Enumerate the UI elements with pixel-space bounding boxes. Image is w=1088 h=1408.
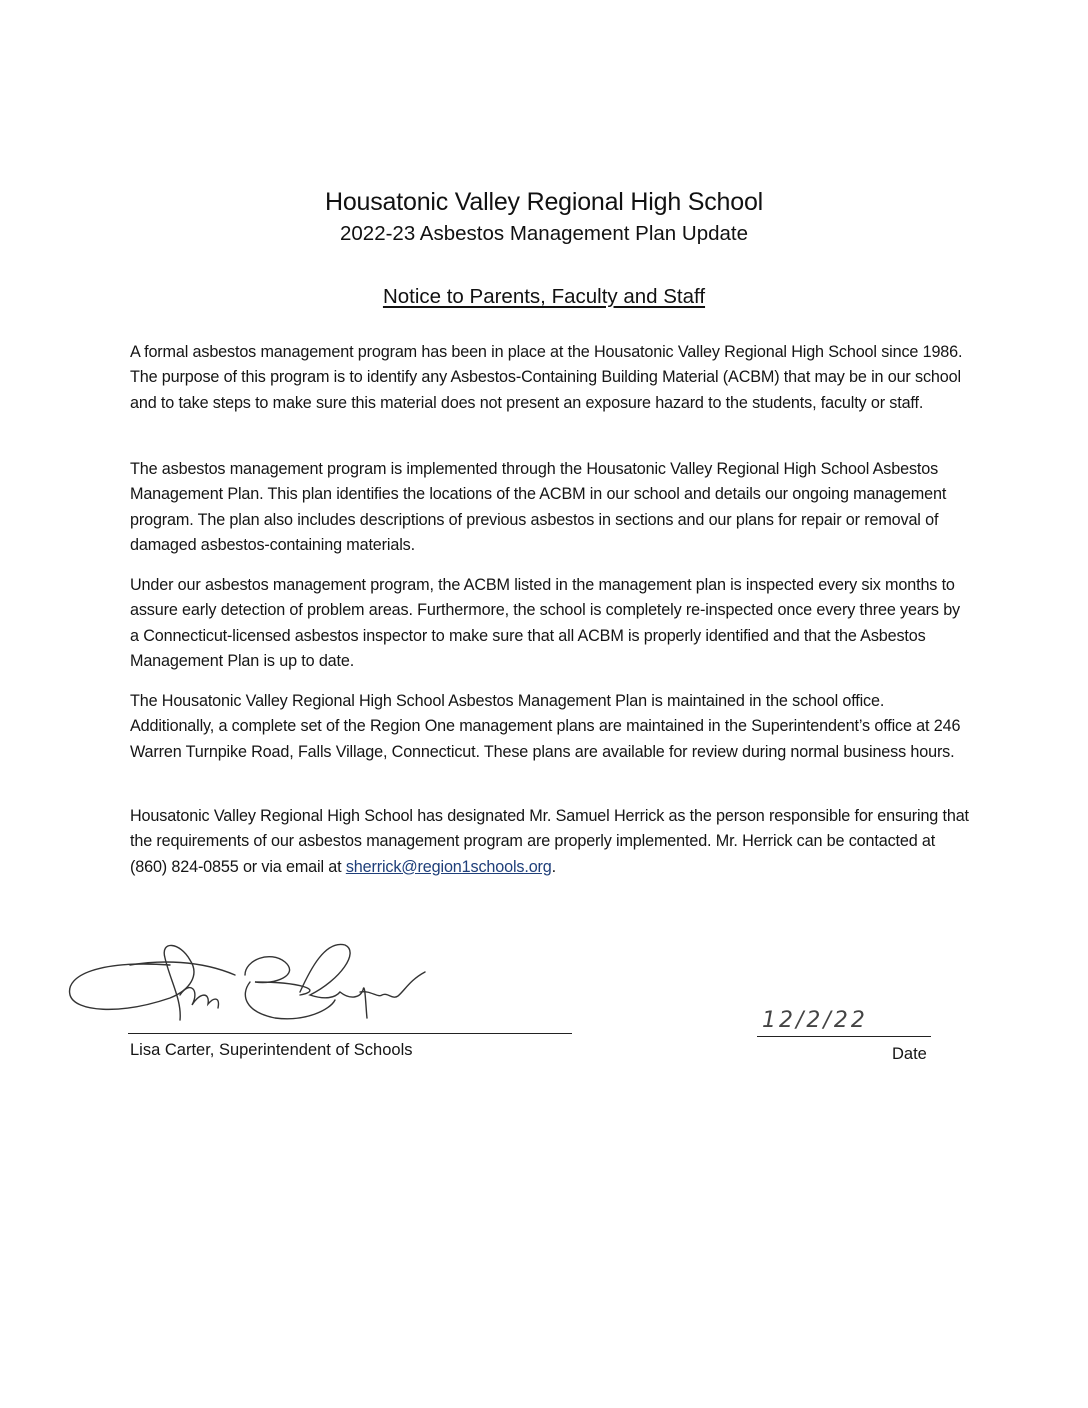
document-title: Housatonic Valley Regional High School xyxy=(324,188,764,216)
email-link[interactable]: sherrick@region1schools.org xyxy=(345,857,552,876)
document-subtitle: 2022-23 Asbestos Management Plan Update xyxy=(340,222,748,245)
paragraph-inspections xyxy=(130,573,970,674)
paragraph-text: The Housatonic Valley Regional High School Asbestos Management Plan is maintained in the school office. Additionally, a complete set of the Region One management plans are maintained in the Superintendent’s office at 246 Warren Turnpike Road, Falls Village, Connecticut. These plans are available for review during normal business hours. xyxy=(130,692,961,761)
paragraph-management-plan xyxy=(130,457,970,558)
paragraph-text: The asbestos management program is implemented through the Housatonic Valley Regional High School Asbestos Management Plan. This plan identifies the locations of the ACBM in our school and details our ongoing management program. The plan also includes descriptions of previous asbestos in sections and our plans for repair or removal of damaged asbestos-containing materials. xyxy=(130,460,947,554)
handwritten-signature xyxy=(60,920,580,1030)
contact-text-end: . xyxy=(551,857,556,876)
date-label: Date xyxy=(892,1045,927,1063)
notice-heading xyxy=(0,283,1088,311)
date-line xyxy=(757,1036,931,1037)
paragraph-text xyxy=(130,804,970,880)
paragraph-contact xyxy=(130,804,970,880)
signer-label: Lisa Carter, Superintendent of Schools xyxy=(130,1041,413,1059)
paragraph-program-overview xyxy=(130,340,970,416)
signature-line xyxy=(128,1033,572,1034)
paragraph-text: A formal asbestos management program has been in place at the Housatonic Valley Regional High School since 1986. The purpose of this program is to identify any Asbestos-Containing Building Material (ACBM) that may be in our school and to take steps to make sure this material does not present an exposure hazard to the students, faculty or staff. xyxy=(130,343,963,412)
paragraph-text: Under our asbestos management program, the ACBM listed in the management plan is inspected every six months to assure early detection of problem areas. Furthermore, the school is completely re-inspected once every three years by a Connecticut-licensed asbestos inspector to make sure that all ACBM is properly identified and that the Asbestos Management Plan is up to date. xyxy=(130,576,961,670)
notice-heading-text: Notice to Parents, Faculty and Staff xyxy=(382,285,706,308)
contact-text: Housatonic Valley Regional High School has designated Mr. Samuel Herrick as the person responsible for ensuring that the requirements of our asbestos management program are properly implemented. Mr. Herrick can be contacted at (860) 824-0855 or via email at xyxy=(130,807,969,876)
handwritten-date: 12/2/22 xyxy=(762,1008,868,1033)
paragraph-plan-location xyxy=(130,689,970,765)
